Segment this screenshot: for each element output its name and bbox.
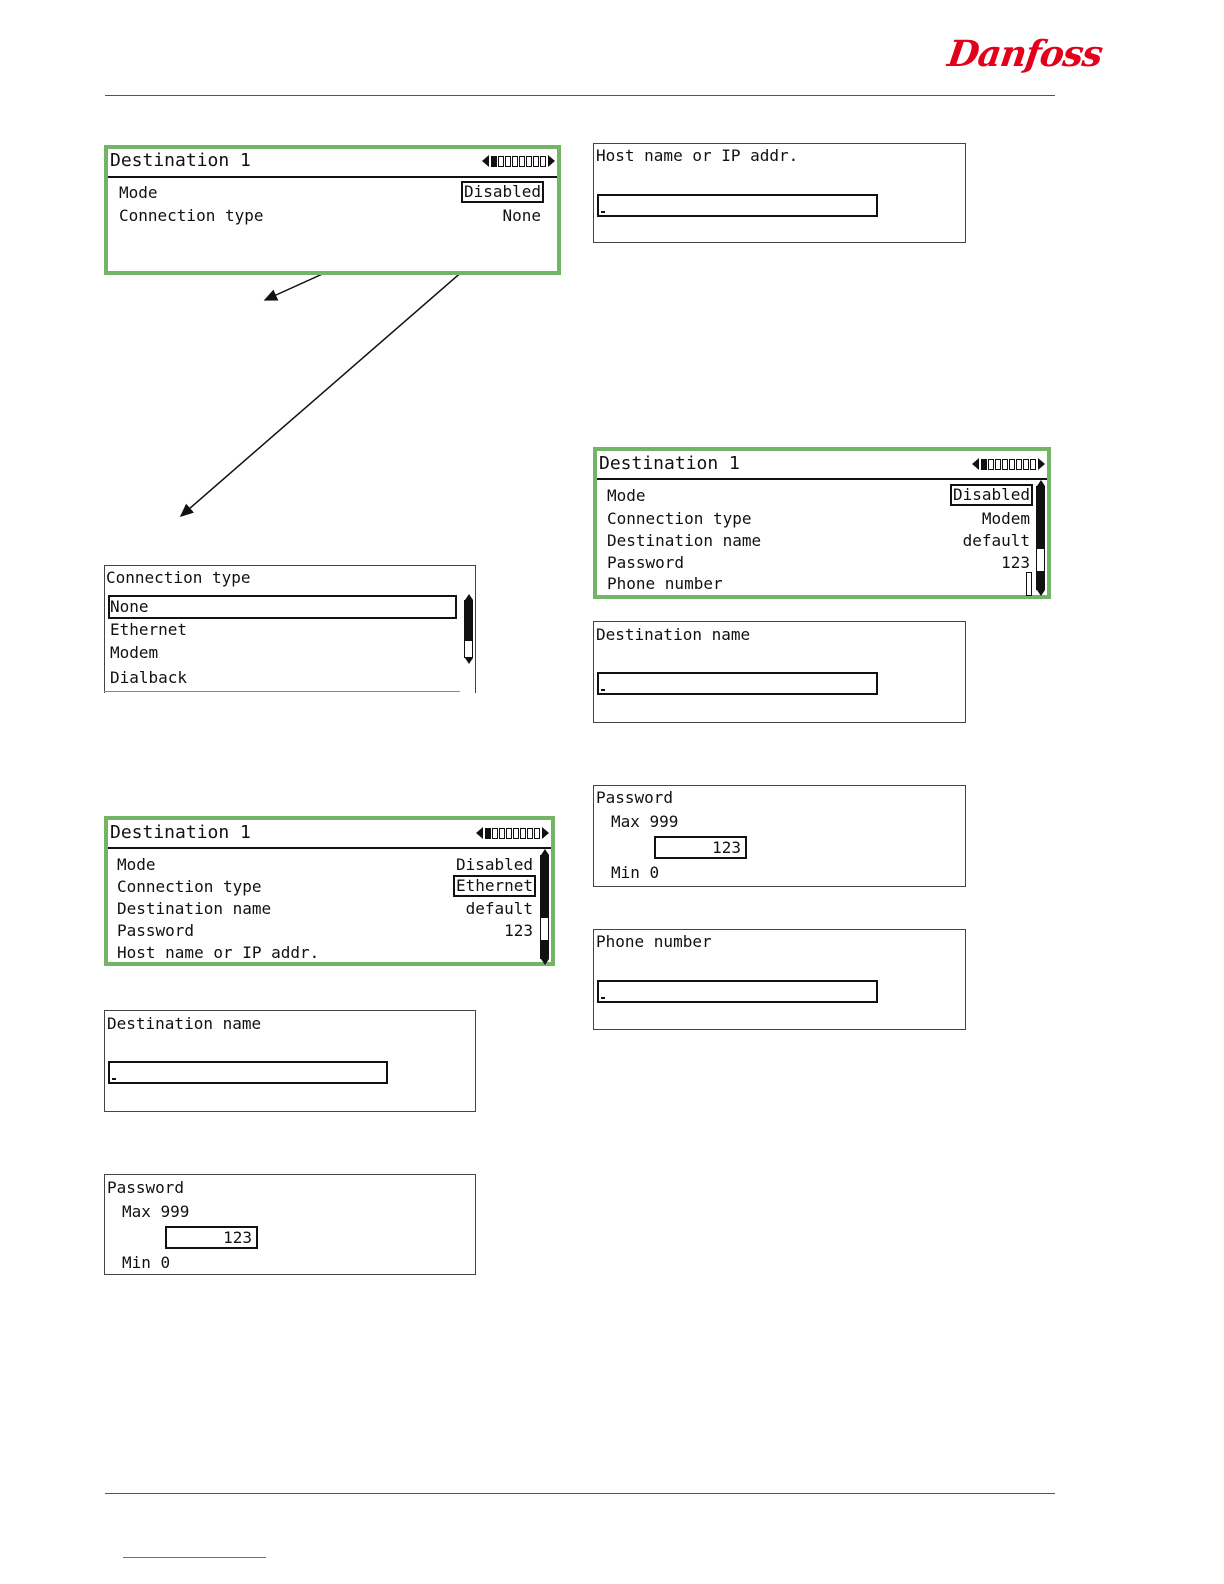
list-bottom-edge	[104, 691, 460, 692]
screen-destination-none	[104, 145, 561, 275]
mode-label: Mode	[117, 855, 156, 874]
connection-type-label: Connection type	[119, 206, 264, 225]
option-none[interactable]: None	[110, 597, 149, 616]
prev-page-icon[interactable]	[972, 458, 979, 470]
prev-page-icon[interactable]	[482, 155, 489, 167]
screen-title: Destination 1	[110, 150, 251, 171]
screen-connection-type-list	[104, 565, 476, 693]
page-indicator	[482, 155, 555, 167]
scrollbar[interactable]	[540, 849, 549, 965]
next-page-icon[interactable]	[1038, 458, 1045, 470]
page-indicator	[476, 827, 549, 839]
max-label: Max 999	[122, 1202, 190, 1221]
header-divider	[108, 847, 551, 849]
screen-destination-modem	[593, 447, 1051, 599]
prev-page-icon[interactable]	[476, 827, 483, 839]
connection-type-label: Connection type	[117, 877, 262, 896]
destination-name-value[interactable]: default	[465, 899, 533, 918]
page-indicator	[972, 458, 1045, 470]
mode-value[interactable]: Disabled	[455, 855, 533, 874]
screen-title: Phone number	[596, 932, 712, 951]
min-label: Min 0	[611, 863, 660, 882]
screen-title: Connection type	[106, 568, 251, 587]
password-input[interactable]: 123	[165, 1226, 258, 1249]
phone-cursor	[1026, 572, 1032, 596]
scroll-down-icon[interactable]	[465, 658, 473, 664]
connection-type-value[interactable]: Ethernet	[453, 875, 536, 897]
danfoss-logo: Danfoss	[945, 33, 1105, 75]
option-modem[interactable]: Modem	[110, 643, 159, 662]
scroll-down-icon[interactable]	[541, 959, 549, 965]
password-value[interactable]: 123	[504, 921, 533, 940]
mode-label: Mode	[607, 486, 646, 505]
screen-title: Password	[596, 788, 674, 807]
connection-type-value[interactable]: None	[502, 206, 541, 225]
screen-title: Destination name	[596, 625, 751, 644]
mode-value[interactable]: Disabled	[950, 484, 1033, 506]
list-selection-highlight	[108, 595, 457, 619]
mode-value[interactable]: Disabled	[461, 181, 544, 203]
option-ethernet[interactable]: Ethernet	[110, 620, 188, 639]
screen-title: Password	[107, 1178, 185, 1197]
scrollbar[interactable]	[464, 594, 473, 664]
scrollbar[interactable]	[1036, 480, 1045, 596]
min-label: Min 0	[122, 1253, 171, 1272]
screen-password-right	[593, 785, 966, 887]
next-page-icon[interactable]	[542, 827, 549, 839]
next-page-icon[interactable]	[548, 155, 555, 167]
header-divider	[108, 176, 557, 178]
password-input[interactable]: 123	[654, 836, 747, 859]
mode-label: Mode	[119, 183, 158, 202]
destination-name-value[interactable]: default	[962, 531, 1030, 550]
screen-title: Destination name	[107, 1014, 262, 1033]
scroll-down-icon[interactable]	[1037, 590, 1045, 596]
connection-type-label: Connection type	[607, 509, 752, 528]
destination-name-input[interactable]	[597, 672, 878, 695]
screen-phone-number	[593, 929, 966, 1030]
screen-title: Host name or IP addr.	[596, 146, 799, 165]
header-divider	[597, 478, 1047, 480]
destination-name-input[interactable]	[108, 1061, 388, 1084]
destination-name-label: Destination name	[607, 531, 762, 550]
phone-number-label: Phone number	[607, 574, 723, 593]
max-label: Max 999	[611, 812, 679, 831]
phone-number-input[interactable]	[597, 980, 878, 1003]
screen-destination-name-right	[593, 621, 966, 723]
host-label: Host name or IP addr.	[117, 943, 320, 962]
screen-title: Destination 1	[599, 453, 740, 474]
screen-password-left	[104, 1174, 476, 1275]
option-dialback[interactable]: Dialback	[110, 668, 188, 687]
screen-host-name	[593, 143, 966, 243]
screen-title: Destination 1	[110, 822, 251, 843]
connection-type-value[interactable]: Modem	[981, 509, 1030, 528]
screen-destination-name-left	[104, 1010, 476, 1112]
host-input[interactable]	[597, 194, 878, 217]
password-label: Password	[607, 553, 685, 572]
password-label: Password	[117, 921, 195, 940]
password-value[interactable]: 123	[1001, 553, 1030, 572]
screen-destination-ethernet	[104, 816, 555, 966]
destination-name-label: Destination name	[117, 899, 272, 918]
